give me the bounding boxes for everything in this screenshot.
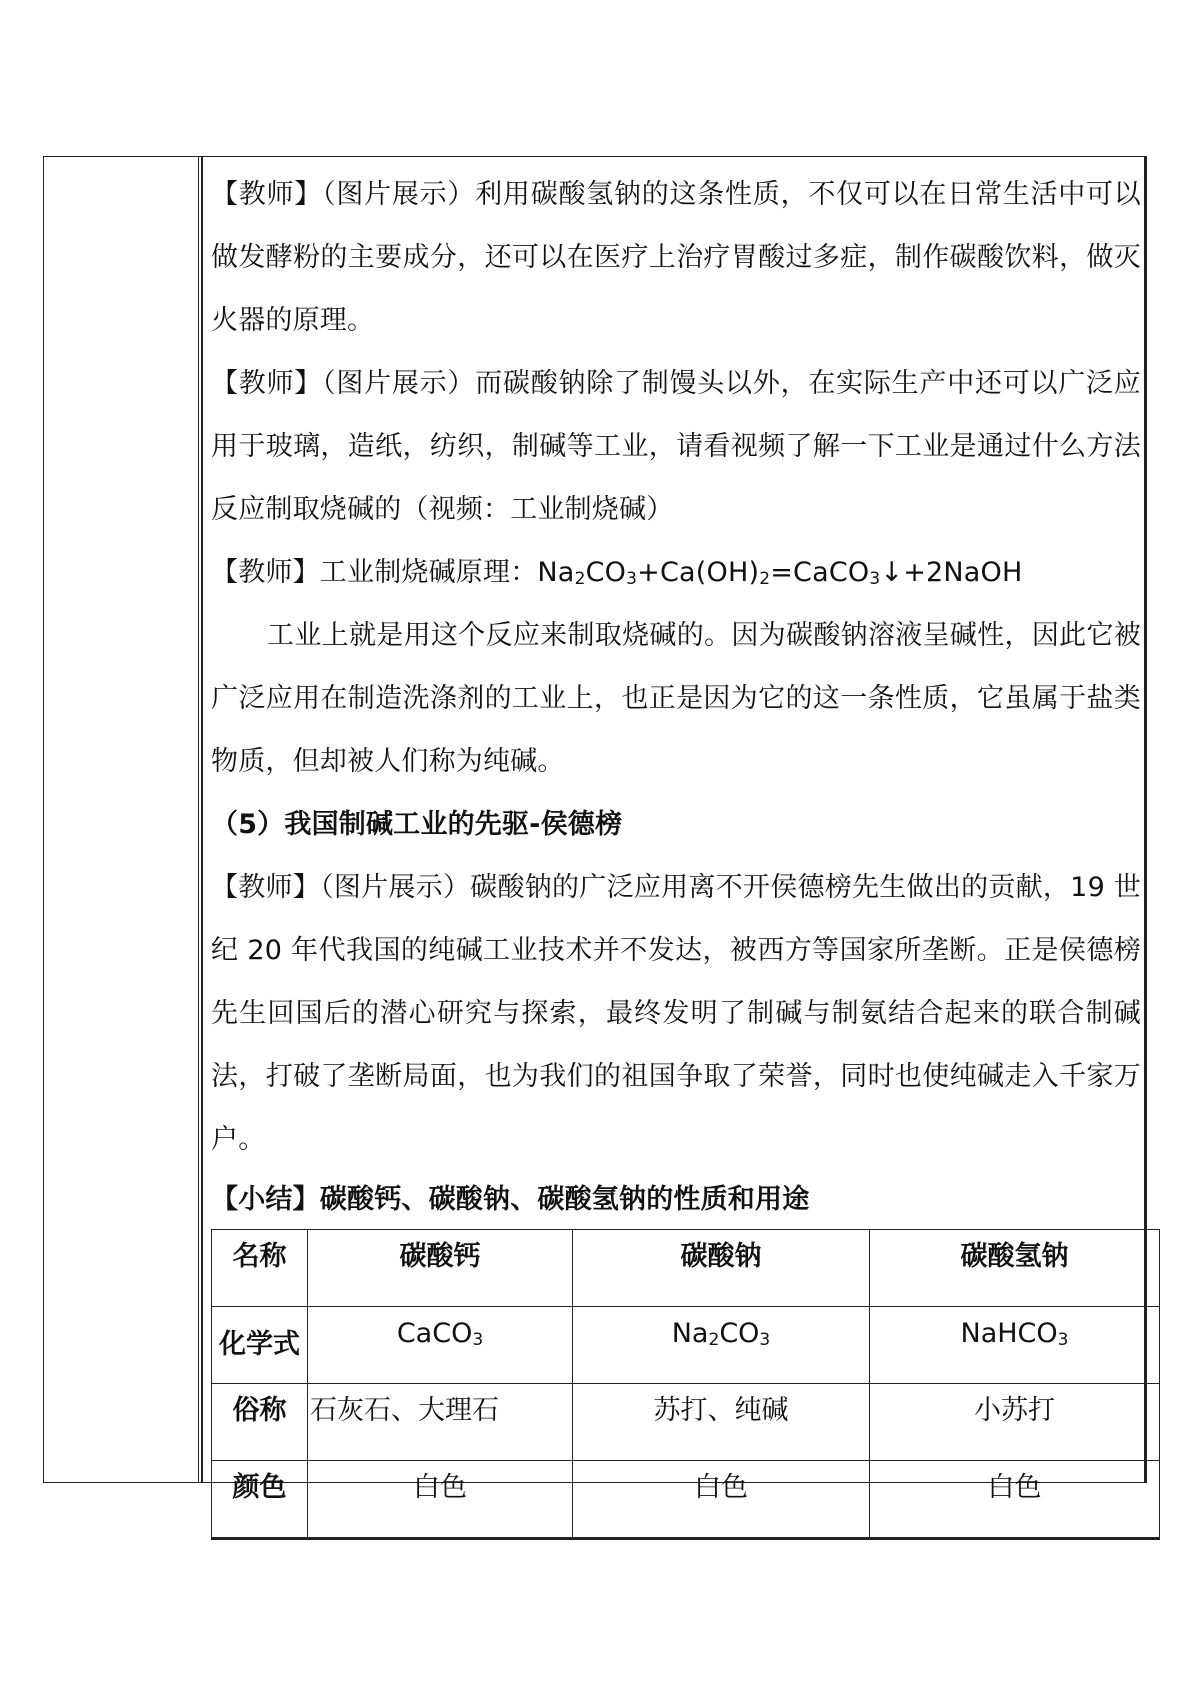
paragraph-soda-industry: 【教师】（图片展示）而碳酸钠除了制馒头以外，在实际生产中还可以广泛应用于玻璃，造纸，纺织，制碱等工业，请看视频了解一下工业是通过什么方法反应制取烧碱的（视频：工业制烧碱） — [211, 368, 1141, 525]
table-row — [212, 1384, 1160, 1461]
table-row — [212, 1230, 1160, 1307]
table-cell: 白色 — [870, 1461, 1160, 1539]
row-label: 俗称 — [212, 1384, 308, 1461]
header-cell: 名称 — [212, 1230, 308, 1307]
table-cell: 白色 — [573, 1461, 870, 1539]
row-label: 颜色 — [212, 1461, 308, 1539]
table-cell: 白色 — [308, 1461, 573, 1539]
header-cell: 碳酸钠 — [573, 1230, 870, 1307]
table-row — [212, 1307, 1160, 1384]
summary-heading: 【小结】碳酸钙、碳酸钠、碳酸氢钠的性质和用途 — [211, 1184, 810, 1215]
column-divider — [198, 156, 203, 1483]
header-cell: 碳酸氢钠 — [870, 1230, 1160, 1307]
equation: $Na_2CO_3+Ca(OH)_2=CaCO_3↓+2NaOH$ — [537, 557, 1023, 589]
table-row — [212, 1461, 1160, 1539]
equation-label: 【教师】工业制烧碱原理： — [211, 557, 538, 588]
header-cell: 碳酸钙 — [308, 1230, 573, 1307]
paragraph-baking-soda-uses: 【教师】（图片展示）利用碳酸氢钠的这条性质，不仅可以在日常生活中可以做发酵粉的主要成分，还可以在医疗上治疗胃酸过多症，制作碳酸饮料，做灭火器的原理。 — [211, 179, 1141, 336]
table-cell: CaCO$_3$ — [308, 1307, 573, 1384]
table-cell: NaHCO$_3$ — [870, 1307, 1160, 1384]
table-cell: $Na_2CO_3$ — [573, 1307, 870, 1384]
section-heading: （5）我国制碱工业的先驱-侯德榜 — [211, 809, 623, 840]
table-cell: 石灰石、大理石 — [308, 1384, 573, 1461]
paragraph-caustic-soda: 工业上就是用这个反应来制取烧碱的。因为碳酸钠溶液呈碱性，因此它被广泛应用在制造洗涤剂的工业上，也正是因为它的这一条性质，它虽属于盐类物质，但却被人们称为纯碱。 — [211, 620, 1141, 777]
main-content — [211, 163, 1141, 1229]
table-cell: 苏打、纯碱 — [573, 1384, 870, 1461]
paragraph-equation — [211, 541, 1141, 604]
paragraph-hou-debang: 【教师】（图片展示）碳酸钠的广泛应用离不开侯德榜先生做出的贡献，19 世纪 20 年代我国的纯碱工业技术并不发达，被西方等国家所垄断。正是侯德榜先生回国后的潜心研究与探索，最终发明了制碱与制氨结合起来的联合制碱法，打破了垄断局面，也为我们的祖国争取了荣誉，同时也使纯碱走入千家万户。 — [211, 872, 1141, 1155]
row-label: 化学式 — [212, 1307, 308, 1384]
comparison-table — [211, 1229, 1160, 1540]
table-cell: 小苏打 — [870, 1384, 1160, 1461]
